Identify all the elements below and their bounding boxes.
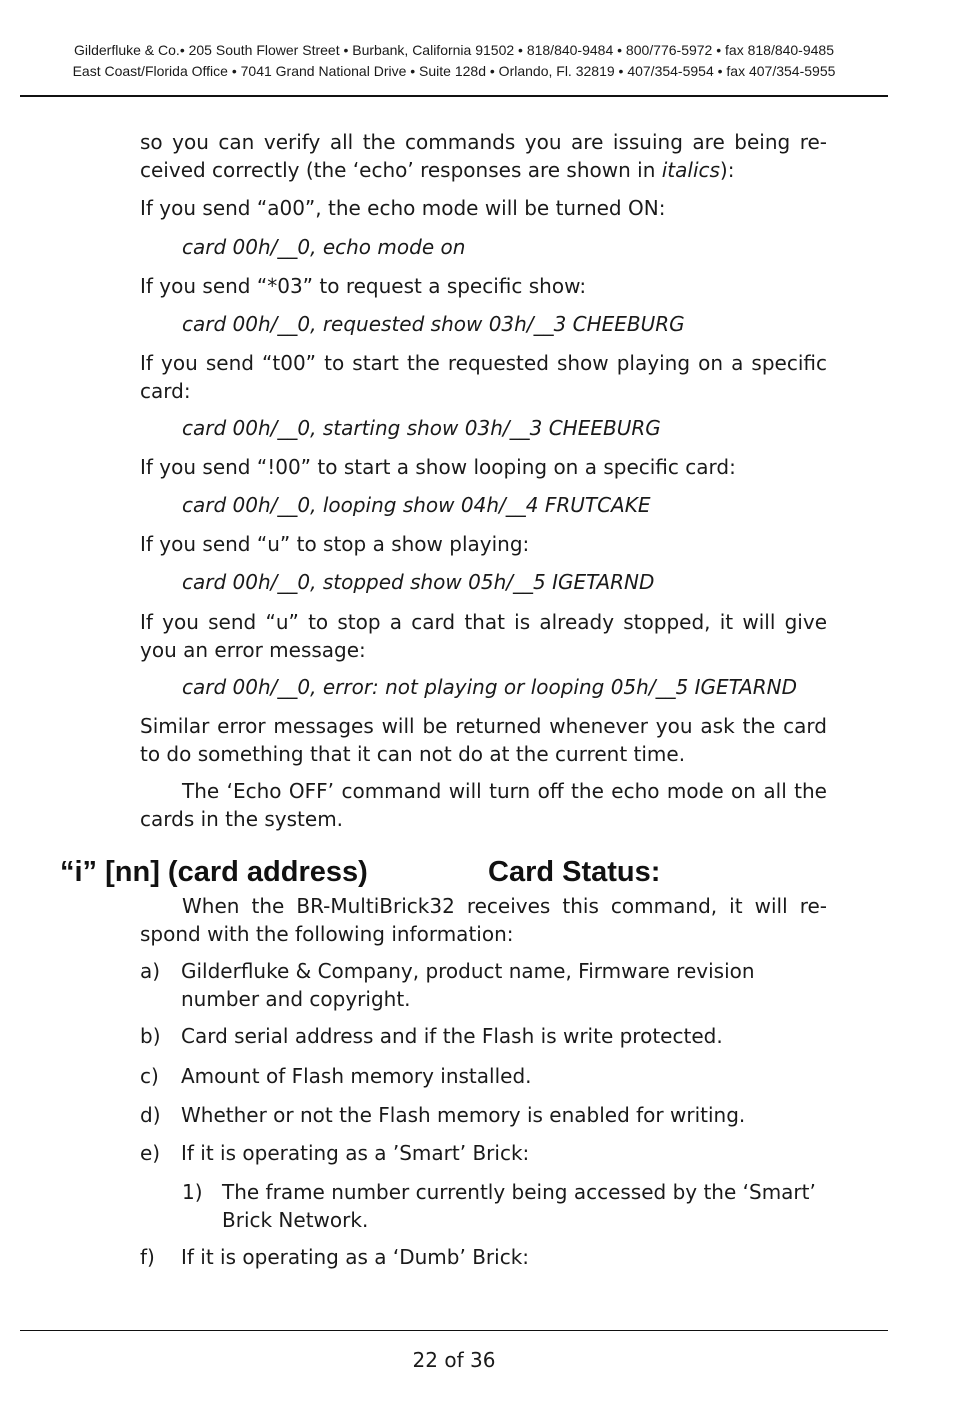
echo-off-paragraph: The ‘Echo OFF’ command will turn off the echo mode on all the cards in the system. [140,779,827,831]
send-instruction: If you send “!00” to start a show looping on a specific card: [140,455,736,479]
echo-response: card 00h/__0, stopped show 05h/__5 IGETARND [182,570,655,594]
similar-errors-paragraph: Similar error messages will be returned whenever you ask the card to do something that it can not do at the current time. [140,714,827,766]
list-text: Gilderfluke & Company, product name, Firmware revision number and copyright. [181,959,755,1011]
echo-response: card 00h/__0, error: not playing or looping 05h/__5 IGETARND [182,675,797,699]
page-number: 22 of 36 [412,1348,496,1372]
list-text: Whether or not the Flash memory is enabled for writing. [181,1103,746,1127]
send-instruction: If you send “*03” to request a specific show: [140,274,587,298]
section-intro: When the BR-MultiBrick32 receives this command, it will re-spond with the following information: [140,894,827,946]
header-address-line: Gilderfluke & Co.• 205 South Flower Street • Burbank, California 91502 • 818/840-9484 • 800/776-5972 • fax 818/840-9485 [74,42,834,58]
command-syntax: “i” [nn] (card address) [60,856,368,888]
list-marker: a) [140,959,161,983]
send-instruction: If you send “t00” to start the requested show playing on a specific card: [140,351,827,403]
section-title: Card Status: [488,856,661,888]
list-marker: c) [140,1064,159,1088]
list-marker: f) [140,1245,155,1269]
echo-response: card 00h/__0, looping show 04h/__4 FRUTCAKE [182,493,651,517]
list-text: Amount of Flash memory installed. [181,1064,532,1088]
footer-rule [20,1330,888,1331]
header-office-line: East Coast/Florida Office • 7041 Grand National Drive • Suite 128d • Orlando, Fl. 32819 • 407/354-5954 • fax 407/354-5955 [72,63,836,79]
page-header [20,40,888,82]
echo-response: card 00h/__0, starting show 03h/__3 CHEEBURG [182,416,661,440]
list-text: If it is operating as a ’Smart’ Brick: [181,1141,530,1165]
intro-text-end: ): [719,158,735,182]
list-marker: e) [140,1141,161,1165]
sub-list-text: The frame number currently being accessed by the ‘Smart’ Brick Network. [222,1180,816,1232]
list-marker: b) [140,1024,161,1048]
list-marker: d) [140,1103,161,1127]
send-instruction: If you send “u” to stop a card that is already stopped, it will give you an error message: [140,610,827,662]
send-instruction: If you send “a00”, the echo mode will be turned ON: [140,196,666,220]
list-text: If it is operating as a ‘Dumb’ Brick: [181,1245,530,1269]
echo-response: card 00h/__0, requested show 03h/__3 CHEEBURG [182,312,685,336]
list-text: Card serial address and if the Flash is write protected. [181,1024,723,1048]
echo-response: card 00h/__0, echo mode on [182,235,466,259]
sub-list-marker: 1) [182,1180,203,1204]
intro-text: so you can verify all the commands you are issuing are being re-ceived correctly (the ‘echo’ responses are shown in [140,130,827,182]
header-rule [20,95,888,97]
intro-paragraph [140,128,827,184]
send-instruction: If you send “u” to stop a show playing: [140,532,530,556]
intro-italic-word: italics [661,158,720,182]
